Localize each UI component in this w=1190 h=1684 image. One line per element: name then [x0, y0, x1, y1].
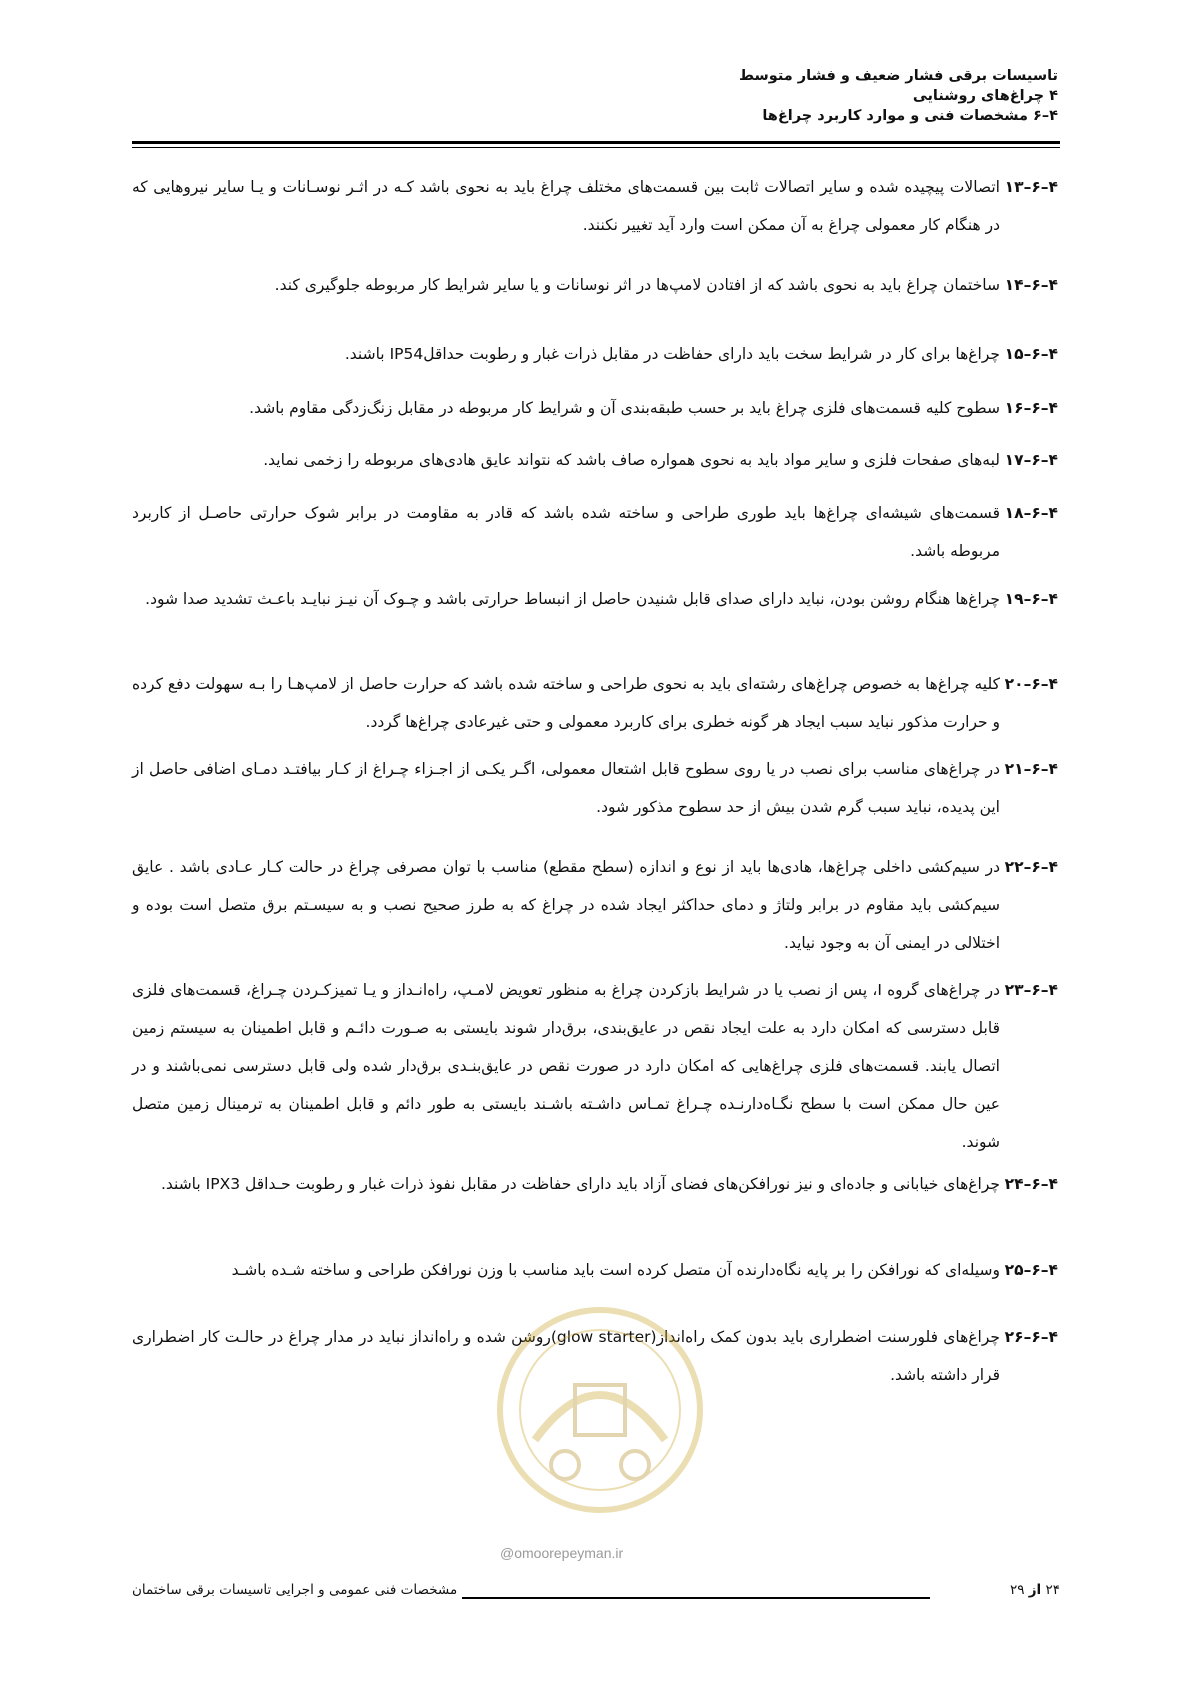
page-current: ۲۴ — [1045, 1582, 1060, 1598]
clause-text: لبه‌های صفحات فلزی و سایر مواد باید به نحوی همواره صاف باشد که نتواند عایق هادی‌های مربوطه را زخمی نماید. — [263, 451, 1000, 469]
clause-14 — [132, 266, 1058, 304]
clause-text: چراغ‌های خیابانی و جاده‌ای و نیز نورافکن‌های فضای آزاد باید دارای حفاظت در مقابل نفوذ ذرات غبار و رطوبت حـداقل IPX3 باشند. — [160, 1175, 1000, 1193]
clause-number: ۴–۶–۲۲ — [1004, 858, 1058, 876]
clause-25 — [132, 1251, 1058, 1289]
footer-rule — [462, 1597, 930, 1599]
clause-22 — [132, 848, 1058, 962]
page-footer — [132, 1582, 1060, 1606]
page-total: ۲۹ — [1009, 1582, 1025, 1598]
clause-16 — [132, 389, 1058, 427]
clause-text: در چراغ‌های گروه I، پس از نصب یا در شرایط بازکردن چراغ به منظور تعویض لامـپ، راه‌انـداز و یـا تمیزکـردن چـراغ، قسمت‌های فلزی قابل دسترسی که امکان دارد به علت ایجاد نقص در عایق‌بندی، برق‌دار شوند بایستی به صـورت دائـم و قابل اطمینان به سیستم زمین اتصال یابند. قسمت‌های فلزی چراغ‌هایی که امکان دارد در صورت نقص در عایق‌بنـدی برق‌دار شده ولی قابل دسترسی نمی‌باشند و در عین حال ممکن است با سطح نگـاه‌دارنـده چـراغ تمـاس داشـته باشـند بایستی به طور دائم و قابل اطمینان به ترمینال زمین متصل شوند. — [132, 981, 1000, 1151]
watermark-logo-icon — [480, 1290, 720, 1520]
clause-13 — [132, 168, 1058, 244]
header-line-2: ۴ چراغ‌های روشنایی — [912, 88, 1058, 104]
clause-text: در چراغ‌های مناسب برای نصب در یا روی سطوح قابل اشتعال معمولی، اگـر یکـی از اجـزاء چـراغ از کـار بیافتـد دمـای اضافی حاصل از این پدیده، نباید سبب گرم شدن بیش از حد سطوح مذکور شود. — [132, 760, 1000, 816]
clause-number: ۴–۶–۲۶ — [1004, 1328, 1058, 1346]
clause-text: اتصالات پیچیده شده و سایر اتصالات ثابت بین قسمت‌های مختلف چراغ باید به نحوی باشد کـه در اثـر نوسـانات و یـا سایر نیروهایی که در هنگام کار معمولی چراغ به آن ممکن است وارد آید تغییر نکنند. — [132, 178, 1000, 234]
clause-number: ۴–۶–۱۴ — [1004, 276, 1058, 294]
header-rule-thick — [132, 141, 1060, 144]
page-of-label: از — [1028, 1582, 1042, 1598]
footer-doc-title: مشخصات فنی عمومی و اجرایی تاسیسات برقی ساختمان — [132, 1582, 458, 1598]
clause-21 — [132, 750, 1058, 826]
clause-text: کلیه چراغ‌ها به خصوص چراغ‌های رشته‌ای باید به نحوی طراحی و ساخته شده باشد که حرارت حاصل از لامپ‌هـا را بـه سهولت دفع کرده و حرارت مذکور نباید سبب ایجاد هر گونه خطری برای کاربرد معمولی و حتی غیرعادی چراغ‌ها گردد. — [132, 675, 1000, 731]
page-header — [132, 66, 1058, 126]
clause-text: در سیم‌کشی داخلی چراغ‌ها، هادی‌ها باید از نوع و اندازه (سطح مقطع) مناسب با توان مصرفی چراغ در حالت کـار عـادی باشد . عایق سیم‌کشی باید مقاوم در برابر ولتاژ و دمای حداکثر ایجاد شده در چراغ که به طرز صحیح نصب و به سیسـتم برق متصل است بوده و اختلالی در ایمنی آن به وجود نیاید. — [132, 858, 1000, 952]
clause-text: ساختمان چراغ باید به نحوی باشد که از افتادن لامپ‌ها در اثر نوسانات و یا سایر شرایط کار مربوطه جلوگیری کند. — [274, 276, 1000, 294]
clause-20 — [132, 665, 1058, 741]
clause-number: ۴–۶–۲۳ — [1004, 981, 1058, 999]
clause-17 — [132, 441, 1058, 479]
clause-text: سطوح کلیه قسمت‌های فلزی چراغ باید بر حسب طبقه‌بندی آن و شرایط کار مربوطه در مقابل زنگ‌زدگی مقاوم باشد. — [249, 399, 1000, 417]
header-line-3: ۴–۶ مشخصات فنی و موارد کاربرد چراغ‌ها — [762, 108, 1058, 124]
clause-24 — [132, 1165, 1058, 1203]
clause-number: ۴–۶–۲۵ — [1004, 1261, 1058, 1279]
clause-number: ۴–۶–۱۹ — [1004, 590, 1058, 608]
clause-number: ۴–۶–۱۸ — [1004, 504, 1058, 522]
clause-number: ۴–۶–۱۳ — [1004, 178, 1058, 196]
clause-text: وسیله‌ای که نورافکن را بر پایه نگاه‌دارنده آن متصل کرده است باید مناسب با وزن نورافکن طراحی و ساخته شـده باشـد — [231, 1261, 1000, 1279]
watermark-url: @omoorepeyman.ir — [500, 1545, 624, 1561]
clause-number: ۴–۶–۱۷ — [1004, 451, 1058, 469]
clause-number: ۴–۶–۲۰ — [1004, 675, 1058, 693]
clause-23 — [132, 971, 1058, 1161]
clause-text: قسمت‌های شیشه‌ای چراغ‌ها باید طوری طراحی و ساخته شده باشد که قادر به مقاومت در برابر شوک حرارتی حاصـل از کاربرد مربوطه باشد. — [132, 504, 1000, 560]
clause-19 — [132, 580, 1058, 618]
header-line-1: تاسیسات برقی فشار ضعیف و فشار متوسط — [738, 68, 1058, 84]
page-number — [1010, 1582, 1060, 1598]
clause-15 — [132, 335, 1058, 373]
clause-text: چراغ‌های فلورسنت اضطراری باید بدون کمک راه‌انداز(glow starter)روشن شده و راه‌انداز نباید در مدار چراغ در حالـت کار اضطراری قرار داشته باشد. — [132, 1328, 1000, 1384]
header-rule-thin — [132, 147, 1060, 148]
clause-text: چراغ‌ها هنگام روشن بودن، نباید دارای صدای قابل شنیدن حاصل از انبساط حرارتی باشد و چـوک آن نیـز نبایـد باعـث تشدید صدا شود. — [145, 590, 1000, 608]
clause-number: ۴–۶–۱۶ — [1004, 399, 1058, 417]
clause-18 — [132, 494, 1058, 570]
clause-number: ۴–۶–۲۴ — [1004, 1175, 1058, 1193]
clause-number: ۴–۶–۱۵ — [1004, 345, 1058, 363]
clause-number: ۴–۶–۲۱ — [1004, 760, 1058, 778]
clause-text: چراغ‌ها برای کار در شرایط سخت باید دارای حفاظت در مقابل ذرات غبار و رطوبت حداقلIP54 باشند. — [344, 345, 1000, 363]
